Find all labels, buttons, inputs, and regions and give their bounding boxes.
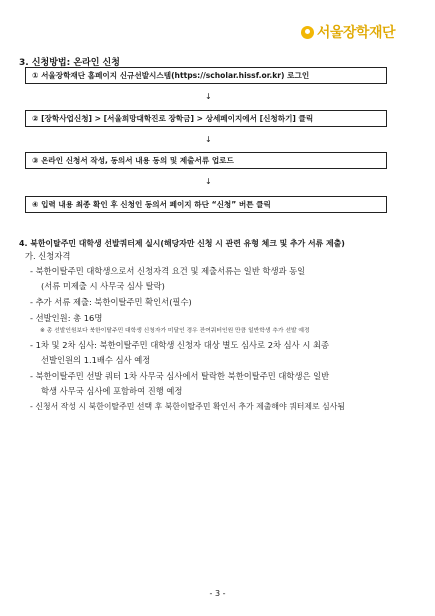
logo-mark-icon [301, 26, 314, 39]
logo-text: 서울장학재단 [316, 25, 395, 41]
requirement-line: - 북한이탈주민 선발 쿼터 1차 사무국 심사에서 탈락한 북한이탈주민 대학생은 일반 [30, 371, 330, 381]
step-box-4: ④ 입력 내용 최종 확인 후 신청인 동의서 페이지 하단 “신청” 버튼 클릭 [25, 196, 387, 213]
step-box-3: ③ 온라인 신청서 작성, 동의서 내용 동의 및 제출서류 업로드 [25, 152, 387, 169]
requirement-line: 선발인원의 1.1배수 심사 예정 [41, 355, 151, 365]
requirement-line: - 선발인원: 총 16명 [30, 313, 103, 323]
step-box-1: ① 서울장학재단 홈페이지 신규선발시스템(https://scholar.hissf.or.kr) 로그인 [25, 67, 387, 84]
step-box-2: ② [장학사업신청] > [서울희망대학진로 장학금] > 상세페이지에서 [신청하기] 클릭 [25, 110, 387, 127]
requirement-line: - 추가 서류 제출: 북한이탈주민 확인서(필수) [30, 297, 192, 307]
requirement-line: - 북한이탈주민 대학생으로서 신청자격 요건 및 제출서류는 일반 학생과 동일 [30, 266, 306, 276]
requirement-line: (서류 미제출 시 사무국 심사 탈락) [41, 281, 165, 291]
requirement-line: - 신청서 작성 시 북한이탈주민 선택 후 북한이탈주민 확인서 추가 제출해야 쿼터제로 심사됨 [30, 402, 345, 411]
down-arrow-icon: ↓ [205, 135, 212, 144]
quota-note: ※ 총 선발인원보다 북한이탈주민 대학생 신청자가 미달인 경우 잔여쿼터인원 만큼 일반학생 추가 선발 예정 [40, 328, 310, 334]
requirement-line: 학생 사무국 심사에 포함하여 진행 예정 [41, 386, 183, 396]
foundation-logo [301, 22, 395, 42]
page-number: - 3 - [209, 589, 226, 598]
requirement-line: - 1차 및 2차 심사: 북한이탈주민 대학생 신청자 대상 별도 심사로 2차 심사 시 최종 [30, 340, 329, 350]
section4-title: 4. 북한이탈주민 대학생 선발쿼터제 실시(해당자만 신청 시 관련 유형 체크 및 추가 서류 제출) [19, 239, 345, 248]
down-arrow-icon: ↓ [205, 92, 212, 101]
section3-title: 3. 신청방법: 온라인 신청 [19, 58, 120, 68]
down-arrow-icon: ↓ [205, 177, 212, 186]
section4-subtitle: 가. 신청자격 [25, 251, 71, 261]
